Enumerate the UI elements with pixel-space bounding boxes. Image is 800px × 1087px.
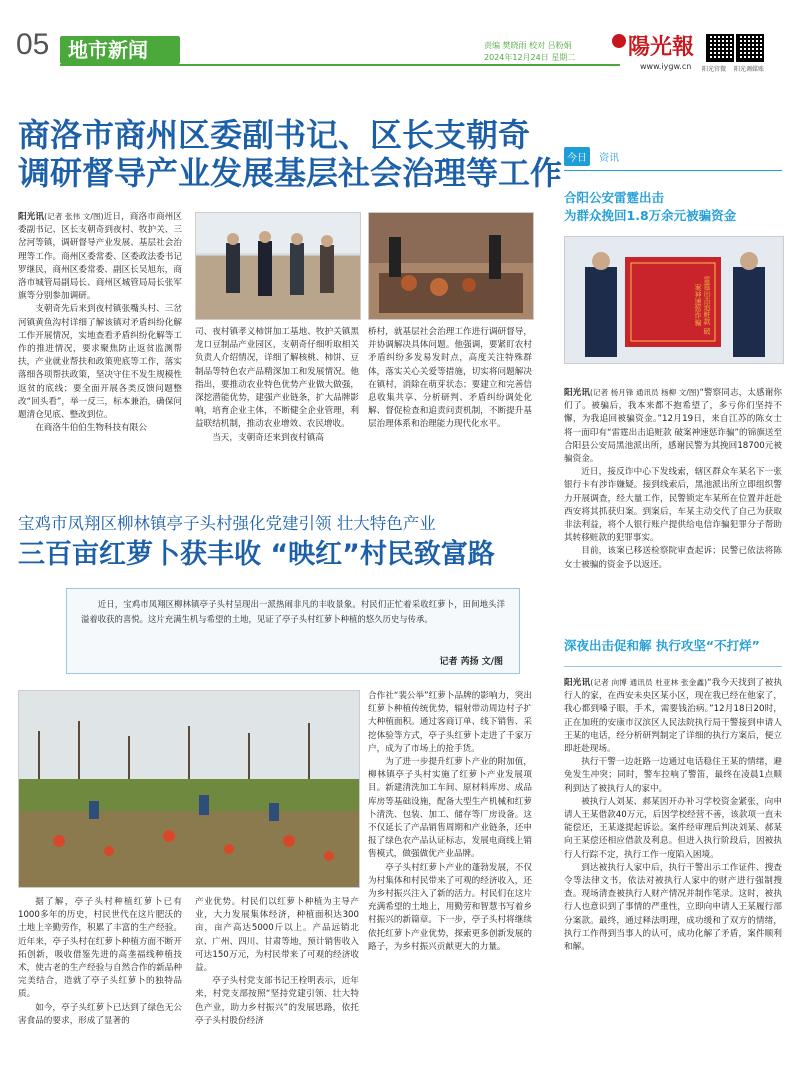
editors-credit: 责编 樊晓雨 校对 吕粉娟 bbox=[484, 41, 572, 50]
page-header bbox=[0, 0, 800, 76]
article1-column-2 bbox=[195, 326, 359, 480]
story1-paragraph: 近日，接反诈中心下发线索，辖区群众车某名下一张银行卡有涉诈嫌疑。接到线索后，黑池派出所立即组织警力开展调查，经大量工作，民警锁定车某所在位置并赶赴西安将其抓获归案。到案后，车某主动交代了自己为获取非法利益，将个人银行账户提供给电信诈骗犯罪分子帮助其转移赃款的犯罪事实。 bbox=[564, 467, 782, 544]
byline: 阳光讯(记者 张伟 文/图) bbox=[18, 212, 104, 222]
issue-date: 2024年12月24日 星期二 bbox=[484, 53, 576, 62]
article2-photo bbox=[18, 690, 360, 888]
article2-summary: 近日，宝鸡市凤翔区柳林镇亭子头村呈现出一派热闹非凡的丰收景象。村民们正忙着采收红萝卜，田间地头洋溢着收获的喜悦。这片充满生机与希望的土地，见证了亭子头村红萝卜种植的悠久历史与传承。 bbox=[81, 599, 505, 624]
story1-photo bbox=[564, 236, 784, 364]
tag-info: 资讯 bbox=[599, 153, 620, 164]
masthead-logo-icon bbox=[612, 34, 626, 48]
article1-column-3 bbox=[368, 326, 532, 480]
story2-paragraph: 执行干警一边赶路一边通过电话稳住王某的情绪，避免发生冲突；同时，警车拉响了警笛，最终在凌晨1点顺利到达了被执行人的家中。 bbox=[564, 757, 782, 794]
article1-photo-1 bbox=[195, 212, 361, 320]
article1-column-1 bbox=[18, 210, 182, 480]
section-label bbox=[60, 36, 180, 64]
qr-code-icon bbox=[736, 34, 764, 62]
article2-paragraph: 据了解，亭子头村种植红萝卜已有1000多年的历史，村民世代在这片肥沃的土地上辛勤劳作，积累了丰富的生产经验。近年来，亭子头村在红萝卜种植方面不断开拓创新，吸收借鉴先进的高垄福线种植技术，使古老的生产经验与自然合作的新品种完美结合，造就了亭子头红萝卜的独特品质。 bbox=[18, 897, 182, 1000]
qr-caption: 阳光官微 bbox=[702, 66, 727, 73]
article2-paragraph: 亭子头村党支部书记王栓明表示，近年来，村党支部按照“坚持党建引领、壮大特色产业，助力乡村振兴”的发展思路，依托亭子头村股份经济 bbox=[195, 976, 359, 1026]
tag-today: 今日 bbox=[564, 147, 590, 166]
story1-paragraph: 目前，该案已移送检察院审查起诉；民警已依法将陈女士被骗的资金予以返还。 bbox=[564, 546, 782, 570]
story2-title: 深夜出击促和解 执行攻坚“不打烊” bbox=[564, 638, 760, 653]
article2-summary-box bbox=[66, 588, 520, 674]
qr-caption: 阳光调媒账 bbox=[734, 66, 765, 73]
article1-paragraph: 桥村，就基层社会治理工作进行调研督导，并协调解决具体问题。他强调，要紧盯农村矛盾纠纷多发易发时点，高度关注特殊群体，落实关心关爱等措施，切实将问题解决在镇村，消除在萌芽状态；要建立和完善信息收集共享、分析研判、矛盾纠纷调处化解、督促检查和追责问责机制，不断提升基层治理体系和治理能力现代化水平。 bbox=[368, 327, 532, 430]
section-rule bbox=[60, 64, 620, 66]
article2-paragraph: 如今，亭子头红萝卜已达到了绿色无公害食品的要求，形成了显著的 bbox=[18, 1002, 182, 1026]
article2-paragraph: 为了进一步提升红萝卜产业的附加值，柳林镇亭子头村实施了红萝卜产业发展项目。新建清洗加工车间、原材料库房、成品库房等基础设施，配备大型生产机械和红萝卜清洗、包装、加工、储存等厂房设备。这不仅延长了产品销售周期和产业链条，还申报了绿色农产品认证标志，发展电商线上销售模式，做强做优产业品牌。 bbox=[368, 757, 532, 860]
qr-code-icon bbox=[706, 34, 734, 62]
section-title: 地市新闻 bbox=[68, 38, 148, 62]
page-number: 05 bbox=[16, 28, 50, 61]
harvest-photo-illustration bbox=[19, 691, 359, 887]
story1-title-line1: 合阳公安雷霆出击 bbox=[564, 190, 665, 205]
website[interactable]: www.iygw.cn bbox=[640, 62, 692, 71]
article1-paragraph: 支朝奇先后来到夜村镇张嘴头村、三岔河镇黄鱼沟村详细了解该镇对矛盾纠纷化解工作开展情况，实地查看矛盾纠纷化解等工作的推进情况，要求聚焦防止返贫监测帮扶，产业就业帮扶和政策兜底等工作，落实落细各项帮扶政策，坚决守住不发生规模性返贫的底线；要全面开展各类反馈问题整改“回头看”，举一反三，标本兼治，确保问题清仓见底、整改到位。 bbox=[18, 304, 182, 421]
article1-title-line2: 调研督导产业发展基层社会治理等工作 bbox=[18, 154, 563, 192]
article2-subtitle: 宝鸡市凤翔区柳林镇亭子头村强化党建引领 壮大特色产业 bbox=[18, 514, 436, 533]
article1-paragraph: 当天，支朝奇还来到夜村镇高 bbox=[212, 432, 324, 443]
story2-paragraph: 到达被执行人家中后，执行干警出示工作证件、搜查令等法律文书，依法对被执行人家中的财产进行强制搜查。现场清查被执行人财产情况并制作笔录。这时，被执行人也意识到了事情的严重性，立即向申请人王某履行部分案款。最终，通过释法明理，成功缓和了双方的情绪，执行工作得到当事人的认可，成功化解了矛盾，案件顺利和解。 bbox=[564, 862, 782, 953]
article2-paragraph: 合作社“裴公举”红萝卜品牌的影响力，突出红萝卜种植传统优势，辐射带动周边村子扩大种植面积。通过客商订单、线下销售、采挖体验等方式，亭子头红萝卜走进了千家万户，成为了市场上的抢手货。 bbox=[368, 691, 532, 754]
banner-text: 雷霆出击追赃款 破案神速惩诈骗 bbox=[694, 275, 711, 335]
story1-title-line2: 为群众挽回1.8万余元被骗资金 bbox=[564, 208, 737, 223]
article1-photo-2 bbox=[368, 212, 534, 320]
story1-body: 阳光讯(记者 杨月锋 通讯员 杨柳 文/图)“警察同志，太感谢你们了。被骗后，我本来都不抱希望了，多亏你们坚持不懈，为我追回被骗资金。”12月19日，来自江苏的陈女士将一面印有“雷霆出击追赃款 破案神速惩诈骗”的锦旗送至合阳县公安局黑池派出所，感谢民警为其挽回18700元被骗资金。 近日，接反诈中心下发线索，辖区群众车某名下一张银行卡有涉诈嫌疑。接到线索后，黑池派出所立即组织警力开展调查，经大量工作，民警锁定车某所在位置并赶赴西安将其抓获归案。到案后，车某主动交代了自己为获取非法利益，将个人银行账户提供给电信诈骗犯罪分子帮助其转移赃款的犯罪事实。 目前，该案已移送检察院审查起诉；民警已依法将陈女士被骗的资金予以返还。 bbox=[564, 386, 782, 638]
article2-column-3 bbox=[368, 690, 532, 1076]
article1-paragraph: 在商洛牛伯伯生物科技有限公 bbox=[35, 423, 147, 434]
story2-body: 阳光讯(记者 向博 通讯员 杜亚林 张金鑫)“我今天找到了被执行人的家，在西安未央区某小区，现在我已经在他家了，我心都到嗓子眼，手术，需要钱治病。”12月18日20时，正在加班的安康市汉滨区人民法院执行局干警接到申请人王某的电话，经分析研判制定了详细的执行方案后，便立即赶赴现场。 执行干警一边赶路一边通过电话稳住王某的情绪，避免发生冲突；同时，警车拉响了警笛，最终在凌晨1点顺利到达了被执行人的家中。 被执行人刘某、郝某因开办补习学校资金紧张，向申请人王某借款40万元，后因学校经营不善，该款项一直未能偿还，王某遂提起诉讼。案件经审理后判决刘某、郝某向王某偿还相应借款及利息。但进入执行阶段后，因被执行人行踪不定，执行工作一度陷入困境。 到达被执行人家中后，执行干警出示工作证件、搜查令等法律文书，依法对被执行人家中的财产进行强制搜查。现场清查被执行人财产情况并制作笔录。这时，被执行人也意识到了事情的严重性，立即向申请人王某履行部分案款。最终，通过释法明理，成功缓和了双方的情绪，执行工作得到当事人的认可，成功化解了矛盾，案件顺利和解。 bbox=[564, 676, 782, 1076]
story2-rule bbox=[564, 666, 782, 667]
article2-title: 三百亩红萝卜获丰收 “映红”村民致富路 bbox=[18, 539, 495, 570]
masthead-name: 陽光報 bbox=[628, 34, 695, 60]
sidebar bbox=[548, 140, 784, 1080]
showroom-photo-illustration bbox=[369, 213, 533, 319]
story2-paragraph: 被执行人刘某、郝某因开办补习学校资金紧张，向申请人王某借款40万元，后因学校经营不善，该款项一直未能偿还，王某遂提起诉讼。案件经审理后判决刘某、郝某向王某偿还相应借款及利息。但进入执行阶段后，因被执行人行踪不定，执行工作一度陷入困境。 bbox=[564, 796, 782, 860]
sidebar-tag bbox=[564, 146, 628, 166]
article2-summary-credit: 记者 芮扬 文/图 bbox=[439, 657, 503, 667]
article2-column-1 bbox=[18, 896, 182, 1076]
article2-paragraph: 亭子头村红萝卜产业的蓬勃发展，不仅为村集体和村民带来了可观的经济收入，还为乡村振兴注入了新的活力。村民们在这片充满希望的土地上，用勤劳和智慧书写着乡村振兴的新篇章。下一步，亭子头村将继续依托红萝卜产业优势，探索更多创新发展的路子，为乡村振兴贡献更大的力量。 bbox=[368, 862, 532, 952]
article1-paragraph: 司、夜村镇孝义柿饼加工基地、牧护关镇黑龙口豆制品产业园区，支朝奇仔细听取相关负责人介绍情况，详细了解核桃、柿饼、豆制品等特色农产品精深加工和发展情况。他指出，要推动农业特色优势产业做大做强，深挖潜能优势，建强产业链条，扩大品牌影响，培育企业主体，不断健全企业管理，利益联结机制，推动农业增效、农民增收。 bbox=[195, 327, 359, 430]
article1-title-line1: 商洛市商州区委副书记、区长支朝奇 bbox=[18, 116, 531, 154]
article1-lead: 近日，商洛市商州区委副书记、区长支朝奇到夜村、牧护关、三岔河等镇，调研督导产业发展、基层社会治理等工作。商州区委常委、区委政法委书记罗继民，商州区委常委、副区长吴旭东，商洛市城管局副局长、商州区城管局局长张军旗等分别参加调研。 bbox=[18, 212, 182, 302]
sidebar-rule bbox=[564, 170, 782, 171]
byline: 阳光讯(记者 向博 通讯员 杜亚林 张金鑫) bbox=[564, 678, 708, 688]
article2-column-2 bbox=[195, 896, 359, 1076]
byline: 阳光讯(记者 杨月锋 通讯员 杨柳 文/图) bbox=[564, 388, 700, 398]
article2-paragraph: 产业优势。村民们以红萝卜种植为主导产业，大力发展集体经济，种植面积达300亩，亩产高达5000斤以上。产品远销北京、广州、四川、甘肃等地，预计销售收入可达150万元，为村民带来了可观的经济收益。 bbox=[195, 897, 359, 974]
meeting-photo-illustration bbox=[196, 213, 360, 319]
